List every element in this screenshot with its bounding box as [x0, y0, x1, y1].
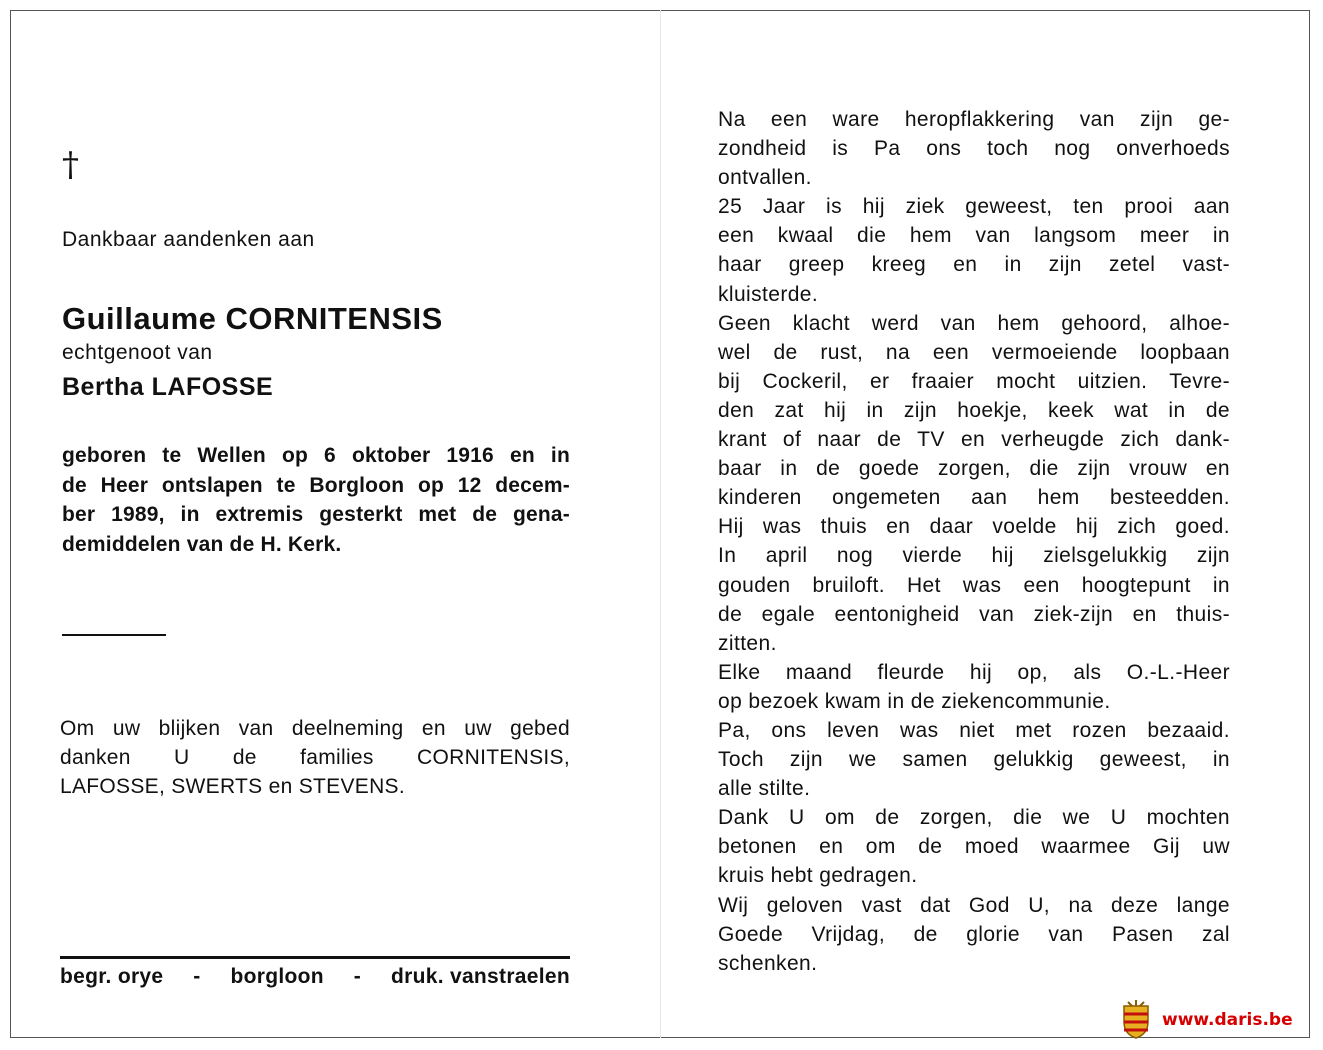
tribute-line: wel de rust, na een vermoeiende loopbaan	[718, 340, 1230, 364]
tribute-line: ontvallen.	[718, 166, 812, 190]
watermark[interactable]	[1120, 1000, 1315, 1040]
tribute-line: Elke maand fleurde hij op, als O.-L.-Heer	[718, 660, 1230, 684]
biography-paragraph	[62, 441, 570, 559]
credit-undertaker: begr. orye	[60, 965, 164, 988]
thanks-line: danken U de families CORNITENSIS,	[60, 746, 570, 769]
credit-separator: -	[353, 965, 362, 988]
tribute-line: gouden bruiloft. Het was een hoogtepunt in	[718, 573, 1230, 597]
thanks-line: Om uw blijken van deelneming en uw gebed	[60, 717, 570, 740]
tribute-line: Goede Vrijdag, de glorie van Pasen zal	[718, 922, 1230, 946]
tribute-line: kluisterde.	[718, 282, 819, 306]
card-fold-line	[660, 10, 661, 1038]
tribute-line: baar in de goede zorgen, die zijn vrouw en	[718, 457, 1230, 481]
spouse-name: Bertha LAFOSSE	[62, 373, 274, 401]
tribute-line: Toch zijn we samen gelukkig geweest, in	[718, 748, 1230, 772]
tribute-line: den zat hij in zijn hoekje, keek wat in de	[718, 398, 1230, 422]
tribute-line: betonen en om de moed waarmee Gij uw	[718, 835, 1230, 859]
tribute-line: alle stilte.	[718, 777, 811, 801]
tribute-line: kinderen ongemeten aan hem besteedden.	[718, 486, 1230, 510]
tribute-line: haar greep kreeg en in zijn zetel vast-	[718, 253, 1230, 277]
cross-icon: †	[62, 145, 79, 185]
deceased-name: Guillaume CORNITENSIS	[62, 301, 443, 336]
thanks-paragraph	[60, 714, 570, 801]
short-divider	[62, 634, 166, 636]
tribute-text	[718, 105, 1230, 978]
thanks-line: LAFOSSE, SWERTS en STEVENS.	[60, 775, 405, 798]
intro-text: Dankbaar aandenken aan	[62, 228, 315, 251]
tribute-line: kruis hebt gedragen.	[718, 864, 918, 888]
bottom-divider	[60, 956, 570, 959]
tribute-line: Na een ware heropflakkering van zijn ge-	[718, 108, 1230, 131]
bio-line: ber 1989, in extremis gesterkt met de gena-	[62, 503, 570, 526]
tribute-line: 25 Jaar is hij ziek geweest, ten prooi aan	[718, 195, 1230, 219]
tribute-line: Dank U om de zorgen, die we U mochten	[718, 806, 1230, 830]
tribute-line: Hij was thuis en daar voelde hij zich goed.	[718, 515, 1230, 539]
printer-credits	[60, 965, 570, 989]
tribute-line: zondheid is Pa ons toch nog onverhoeds	[718, 137, 1230, 161]
watermark-text[interactable]: www.daris.be	[1162, 1010, 1293, 1030]
tribute-line: zitten.	[718, 631, 777, 655]
bio-line: de Heer ontslapen te Borgloon op 12 decem-	[62, 473, 570, 497]
tribute-line: Pa, ons leven was niet met rozen bezaaid.	[718, 718, 1230, 742]
tribute-line: schenken.	[718, 951, 818, 975]
tribute-line: bij Cockeril, er fraaier mocht uitzien. Tevre-	[718, 369, 1230, 393]
tribute-line: Geen klacht werd van hem gehoord, alhoe-	[718, 311, 1230, 335]
tribute-line: krant of naar de TV en verheugde zich dank-	[718, 428, 1230, 452]
bio-line: demiddelen van de H. Kerk.	[62, 532, 342, 556]
tribute-line: Wij geloven vast dat God U, na deze lange	[718, 893, 1230, 917]
credit-printer: druk. vanstraelen	[390, 965, 570, 988]
tribute-line: een kwaal die hem van langsom meer in	[718, 224, 1230, 248]
coat-of-arms-icon	[1120, 1000, 1152, 1040]
bio-line: geboren te Wellen op 6 oktober 1916 en in	[62, 444, 570, 467]
tribute-line: op bezoek kwam in de ziekencommunie.	[718, 689, 1111, 713]
credit-separator: -	[193, 965, 201, 988]
tribute-line: de egale eentonigheid van ziek-zijn en thuis-	[718, 602, 1230, 626]
tribute-line: In april nog vierde hij zielsgelukkig zijn	[718, 544, 1230, 568]
credit-location: borgloon	[230, 965, 324, 988]
spouse-label: echtgenoot van	[62, 341, 213, 364]
